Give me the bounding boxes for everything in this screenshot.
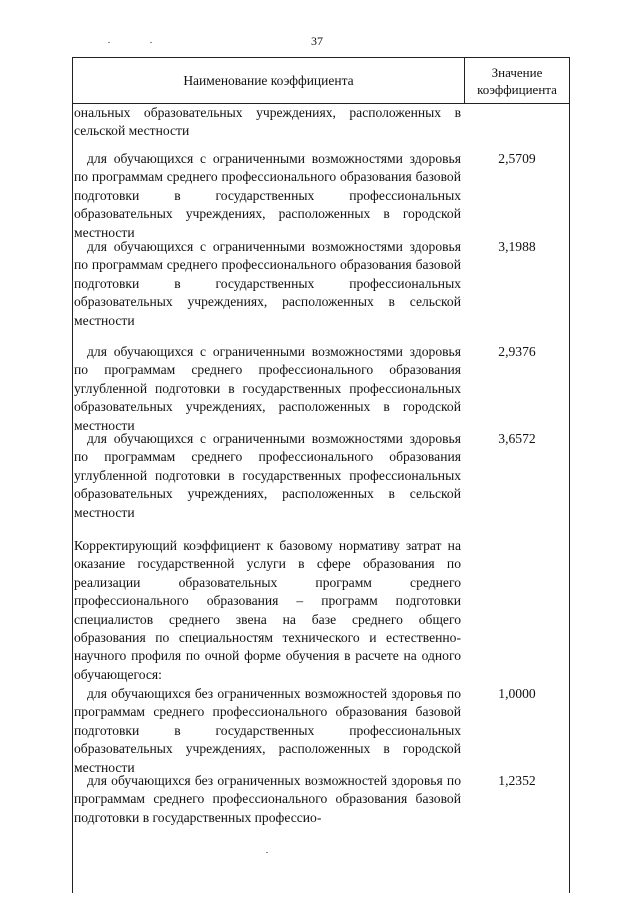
row-text: для обучающихся с ограниченными возможностями здоровья по программам среднего профессионального образования углубленной подготовки в государственных профессиональных образовательных учреждениях, расположенных в сельской местности — [74, 431, 461, 520]
row-value: 2,5709 — [498, 151, 536, 166]
row-text: для обучающихся с ограниченными возможностями здоровья по программам среднего профессионального образования базовой подготовки в государственных профессиональных образовательных учреждениях, расположенных в городской местности — [74, 151, 461, 240]
table-header — [72, 57, 570, 104]
row-value: 3,1988 — [498, 239, 536, 254]
row-value: 1,0000 — [498, 686, 536, 701]
row-value: 3,6572 — [498, 431, 536, 446]
page-number: 37 — [311, 34, 323, 48]
scan-speck — [150, 42, 152, 43]
row-text: для обучающихся с ограниченными возможностями здоровья по программам среднего профессионального образования углубленной подготовки в государственных профессиональных образовательных учреждениях, расположенных в городской местности — [74, 344, 461, 433]
row-text: для обучающихся без ограниченных возможностей здоровья по программам среднего профессионального образования базовой подготовки в государственных профессио- — [74, 773, 461, 825]
row-text: ональных образовательных учреждениях, расположенных в сельской местности — [74, 105, 461, 139]
row-text: для обучающихся с ограниченными возможностями здоровья по программам среднего профессионального образования базовой подготовки в государственных профессиональных образовательных учреждениях, расположенных в сельской местности — [74, 239, 461, 328]
row-value: 1,2352 — [498, 773, 536, 788]
scan-speck — [108, 42, 110, 43]
header-name-column: Наименование коэффициента — [73, 58, 465, 103]
header-value-column — [465, 58, 569, 103]
row-text: Корректирующий коэффициент к базовому нормативу затрат на оказание государственной услуги в сфере образования по реализации образовательных программ среднего профессионального образования – программ подготовки специалистов среднего звена на базе среднего общего образования по специальностям технического и естественно-научного профиля по очной форме обучения в расчете на одного обучающегося: — [74, 538, 461, 682]
header-value-line2: коэффициента — [477, 81, 557, 97]
row-value: 2,9376 — [498, 344, 536, 359]
header-value-line1: Значение — [491, 64, 543, 80]
row-text: для обучающихся без ограниченных возможностей здоровья по программам среднего профессионального образования базовой подготовки в государственных профессиональных образовательных учреждениях, расположенных в городской местности — [74, 686, 461, 775]
